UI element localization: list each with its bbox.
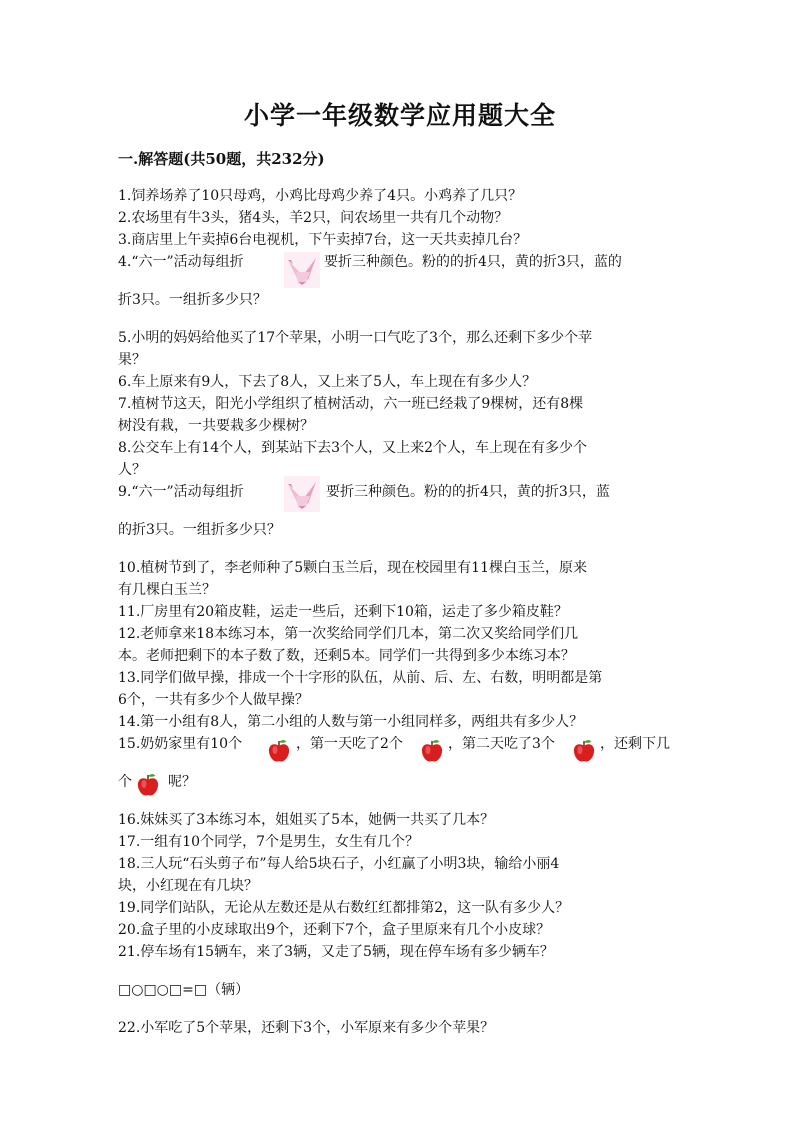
question-9-part-3: 的折3只。一组折多少只？ <box>118 522 281 538</box>
question-21: 21.停车场有15辆车，来了3辆，又走了5辆，现在停车场有多少辆车？ <box>118 944 554 960</box>
question-10-line-1: 10.植树节到了，李老师种了5颗白玉兰后，现在校园里有11棵白玉兰，原来 <box>118 560 587 576</box>
question-16: 16.妹妹买了3本练习本，姐姐买了5本，她俩一共买了几本？ <box>118 812 495 828</box>
question-4-part-3: 折3只。一组折多少只？ <box>118 292 267 308</box>
question-18-line-2: 块，小红现在有几块？ <box>118 878 258 894</box>
question-21-equation: □○□○□=□（辆） <box>118 982 250 998</box>
question-3: 3.商店里上午卖掉6台电视机，下午卖掉7台，这一天共卖掉几台？ <box>118 232 528 248</box>
question-7-line-1: 7.植树节这天，阳光小学组织了植树活动，六一班已经栽了9棵树，还有8棵 <box>118 396 584 412</box>
question-1: 1.饲养场养了10只母鸡，小鸡比母鸡少养了4只。小鸡养了几只？ <box>118 188 523 204</box>
paper-crane-icon <box>284 252 320 288</box>
question-14: 14.第一小组有8人，第二小组的人数与第一小组同样多，两组共有多少人？ <box>118 714 584 730</box>
question-15-part-2: ，第一天吃了2个 <box>296 736 403 752</box>
question-11: 11.厂房里有20箱皮鞋，运走一些后，还剩下10箱，运走了多少箱皮鞋？ <box>118 604 568 620</box>
apple-icon <box>572 738 596 764</box>
apple-icon <box>420 738 444 764</box>
question-15-part-1: 15.奶奶家里有10个 <box>118 736 243 752</box>
question-5-line-1: 5.小明的妈妈给他买了17个苹果，小明一口气吃了3个，那么还剩下多少个苹 <box>118 330 593 346</box>
question-6: 6.车上原来有9人，下去了8人，又上来了5人，车上现在有多少人？ <box>118 374 537 390</box>
question-17: 17.一组有10个同学，7个是男生，女生有几个？ <box>118 834 419 850</box>
page-title: 小学一年级数学应用题大全 <box>243 101 556 130</box>
question-18-line-1: 18.三人玩“石头剪子布”每人给5块石子，小红赢了小明3块，输给小丽4 <box>118 856 560 872</box>
question-10-line-2: 有几棵白玉兰？ <box>118 582 216 598</box>
question-12-line-2: 本。老师把剩下的本子数了数，还剩5本。同学们一共得到多少本练习本？ <box>118 648 575 664</box>
question-13-line-1: 13.同学们做早操，排成一个十字形的队伍，从前、后、左、右数，明明都是第 <box>118 670 603 686</box>
question-9-part-1: 9.“六一”活动每组折 <box>118 484 244 500</box>
question-15-part-4: ，还剩下几 <box>600 736 670 752</box>
question-9-part-2: 要折三种颜色。粉的的折4只，黄的折3只，蓝 <box>326 484 610 500</box>
apple-icon <box>136 772 160 798</box>
question-22: 22.小军吃了5个苹果，还剩下3个，小军原来有多少个苹果？ <box>118 1020 495 1036</box>
question-15-part-5: 个 <box>118 774 132 790</box>
question-7-line-2: 树没有栽，一共要栽多少棵树？ <box>118 418 314 434</box>
question-2: 2.农场里有牛3头，猪4头，羊2只，问农场里一共有几个动物？ <box>118 210 509 226</box>
question-4-part-1: 4.“六一”活动每组折 <box>118 254 244 270</box>
question-15-part-6: 呢？ <box>168 774 196 790</box>
question-8-line-1: 8.公交车上有14个人，到某站下去3个人，又上来2个人，车上现在有多少个 <box>118 440 587 456</box>
apple-icon <box>267 738 291 764</box>
question-13-line-2: 6个，一共有多少个人做早操？ <box>118 692 309 708</box>
question-20: 20.盒子里的小皮球取出9个，还剩下7个，盒子里原来有几个小皮球？ <box>118 922 551 938</box>
question-12-line-1: 12.老师拿来18本练习本，第一次奖给同学们几本，第二次又奖给同学们几 <box>118 626 579 642</box>
question-5-line-2: 果？ <box>118 352 146 368</box>
section-heading: 一.解答题(共50题，共232分) <box>118 150 325 168</box>
paper-crane-icon <box>284 476 320 512</box>
question-8-line-2: 人？ <box>118 462 146 478</box>
question-4-part-2: 要折三种颜色。粉的的折4只，黄的折3只，蓝的 <box>324 254 622 270</box>
question-15-part-3: ，第二天吃了3个 <box>448 736 555 752</box>
question-19: 19.同学们站队，无论从左数还是从右数红红都排第2，这一队有多少人？ <box>118 900 570 916</box>
